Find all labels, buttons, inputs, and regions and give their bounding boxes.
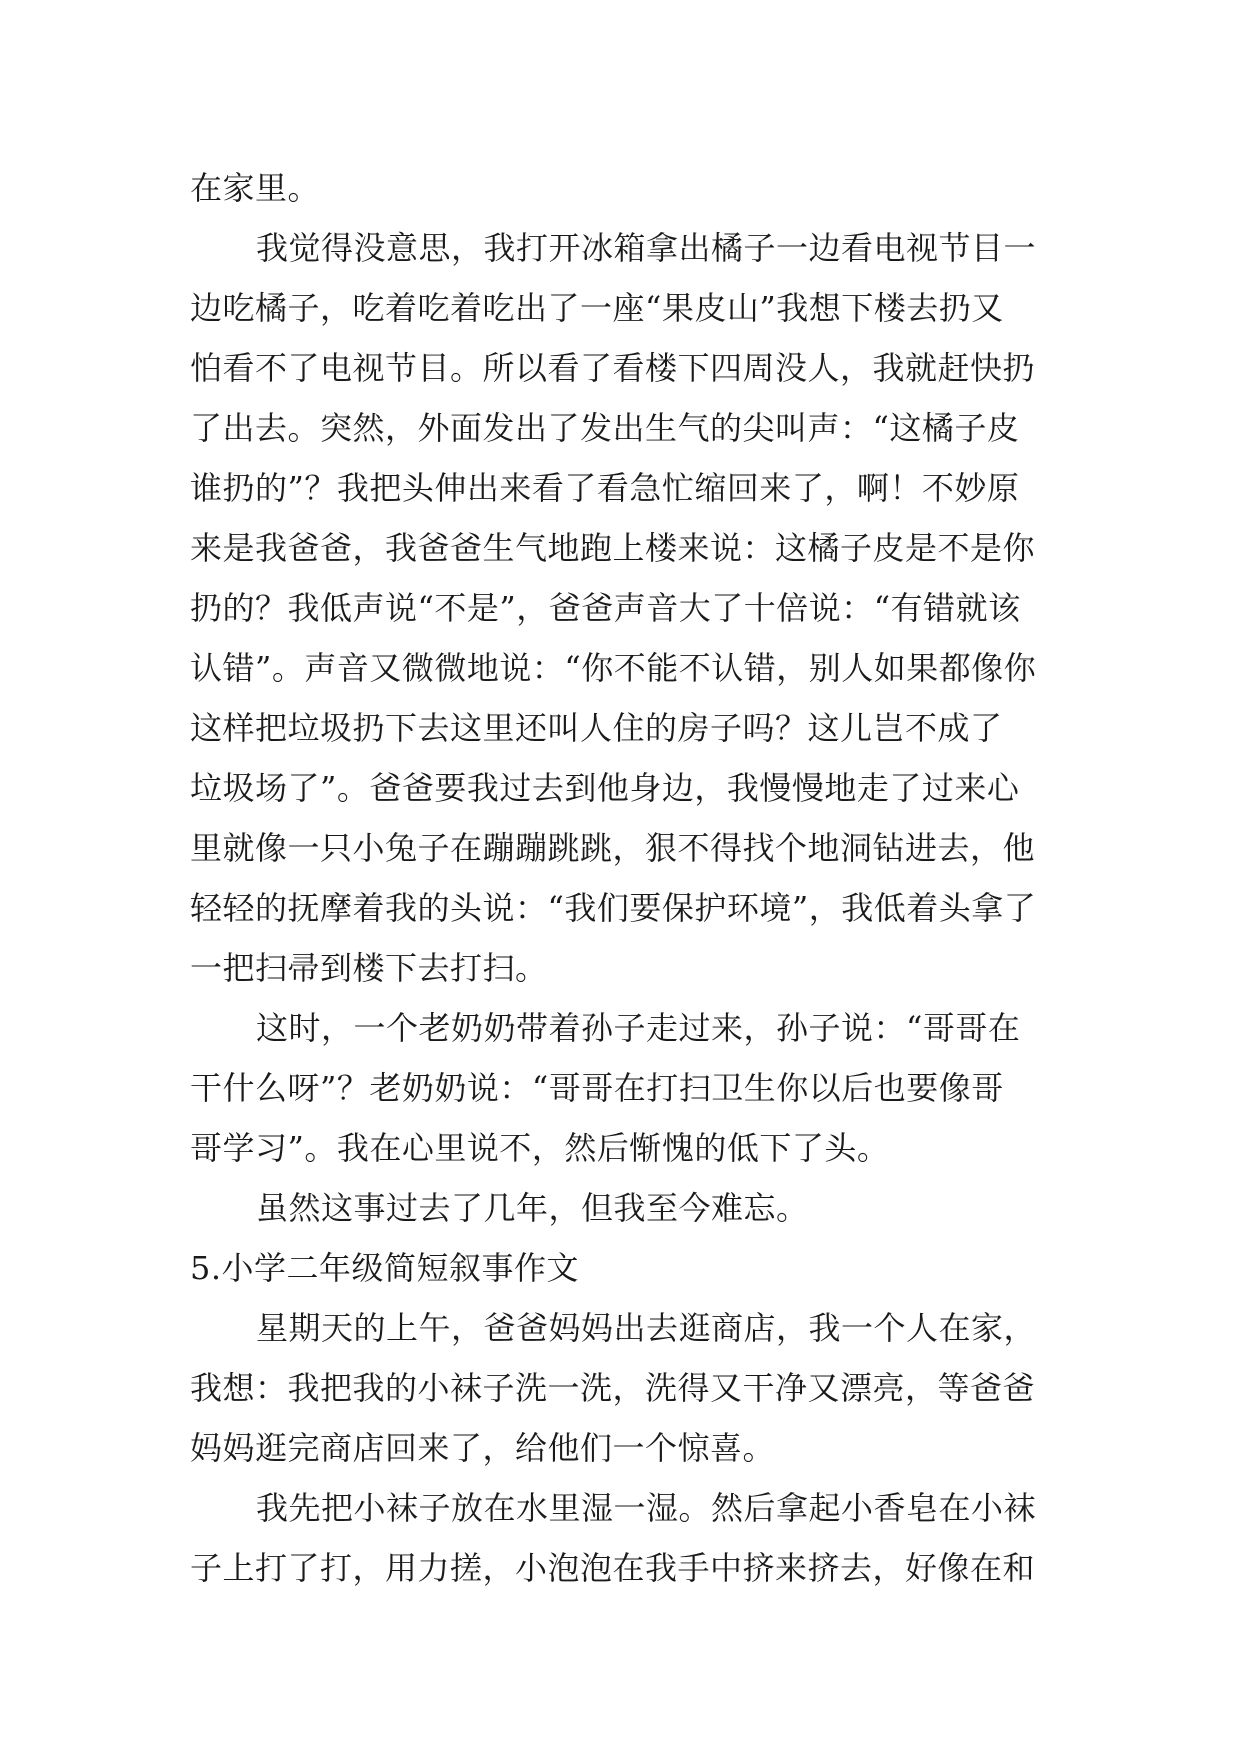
text-line: 认错”。声音又微微地说：“你不能不认错，别人如果都像你 bbox=[190, 649, 1037, 687]
text-line: 哥学习”。我在心里说不，然后惭愧的低下了头。 bbox=[190, 1129, 890, 1167]
text-line: 妈妈逛完商店回来了，给他们一个惊喜。 bbox=[190, 1429, 776, 1467]
paragraph-start-line: 这时，一个老奶奶带着孙子走过来，孙子说：“哥哥在 bbox=[256, 1009, 1021, 1047]
text-line: 扔的？我低声说“不是”，爸爸声音大了十倍说：“有错就该 bbox=[190, 589, 1021, 627]
text-line: 这样把垃圾扔下去这里还叫人住的房子吗？这儿岂不成了 bbox=[190, 709, 1003, 747]
text-line: 我想：我把我的小袜子洗一洗，洗得又干净又漂亮，等爸爸 bbox=[190, 1369, 1036, 1407]
paragraph-start-line: 我先把小袜子放在水里湿一湿。然后拿起小香皂在小袜 bbox=[256, 1489, 1037, 1527]
text-line: 了出去。突然，外面发出了发出生气的尖叫声：“这橘子皮 bbox=[190, 409, 1020, 447]
text-line: 边吃橘子，吃着吃着吃出了一座“果皮山”我想下楼去扔又 bbox=[190, 289, 1004, 327]
paragraph-start-line: 我觉得没意思，我打开冰箱拿出橘子一边看电视节目一 bbox=[256, 229, 1037, 267]
paragraph-start-line: 虽然这事过去了几年，但我至今难忘。 bbox=[256, 1189, 809, 1227]
text-line: 在家里。 bbox=[190, 169, 321, 207]
text-line: 来是我爸爸，我爸爸生气地跑上楼来说：这橘子皮是不是你 bbox=[190, 529, 1036, 567]
text-line: 垃圾场了”。爸爸要我过去到他身边，我慢慢地走了过来心 bbox=[190, 769, 1020, 807]
text-line: 轻轻的抚摩着我的头说：“我们要保护环境”，我低着头拿了 bbox=[190, 889, 1037, 927]
paragraph-start-line: 星期天的上午，爸爸妈妈出去逛商店，我一个人在家， bbox=[256, 1309, 1037, 1347]
text-line: 谁扔的”？我把头伸出来看了看急忙缩回来了，啊！不妙原 bbox=[190, 469, 1020, 507]
document-body bbox=[190, 158, 1055, 1598]
text-line: 干什么呀”？老奶奶说：“哥哥在打扫卫生你以后也要像哥 bbox=[190, 1069, 1004, 1107]
text-line: 子上打了打，用力搓，小泡泡在我手中挤来挤去，好像在和 bbox=[190, 1549, 1036, 1587]
section-heading: 5.小学二年级简短叙事作文 bbox=[190, 1249, 580, 1287]
text-line: 怕看不了电视节目。所以看了看楼下四周没人，我就赶快扔 bbox=[190, 349, 1036, 387]
text-line: 一把扫帚到楼下去打扫。 bbox=[190, 949, 548, 987]
text-line: 里就像一只小兔子在蹦蹦跳跳，狠不得找个地洞钻进去，他 bbox=[190, 829, 1036, 867]
